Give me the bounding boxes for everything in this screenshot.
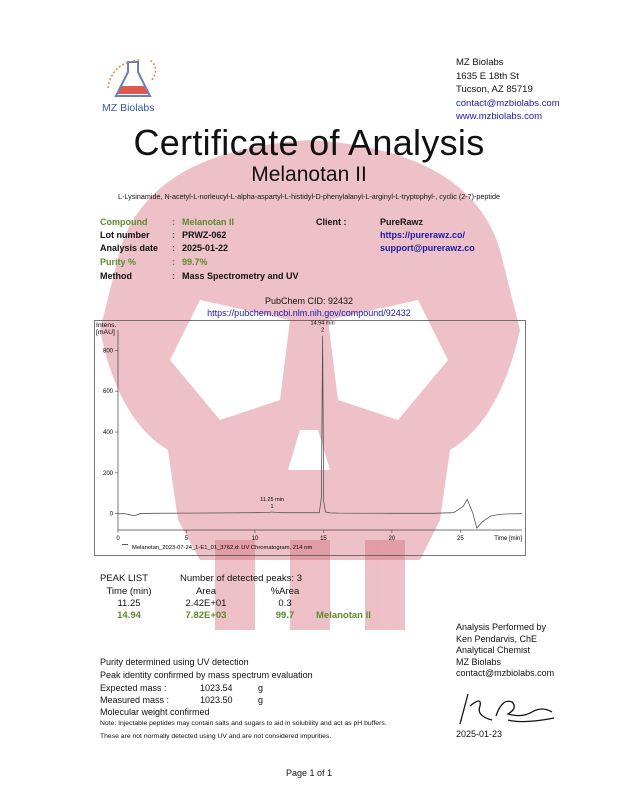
peak-annotation-time: 11.25 min bbox=[260, 497, 284, 504]
client-url-link[interactable]: https://purerawz.co/ bbox=[380, 230, 466, 240]
lot-label: Lot number bbox=[100, 230, 150, 240]
colon: : bbox=[172, 257, 175, 267]
table-row bbox=[100, 609, 396, 621]
page-number: Page 1 of 1 bbox=[285, 768, 333, 778]
colon: : bbox=[172, 217, 175, 227]
peak-area: 2.42E+01 bbox=[185, 597, 227, 609]
company-website-link[interactable]: www.mzbiolabs.com bbox=[456, 111, 543, 122]
peak-time: 11.25 bbox=[117, 597, 141, 609]
header-area: Area bbox=[195, 585, 217, 597]
y-tick-label: 600 bbox=[102, 389, 113, 396]
measured-mass-value: 1023.50 bbox=[200, 695, 233, 705]
uv-chromatogram-chart bbox=[94, 320, 526, 556]
measured-mass-label: Measured mass : bbox=[100, 695, 170, 705]
peak-name bbox=[316, 597, 396, 609]
analyst-org: MZ Biolabs bbox=[456, 656, 502, 667]
x-tick-label: 0 bbox=[116, 536, 120, 542]
y-tick-label: 0 bbox=[109, 511, 113, 518]
analyst-name: Ken Pendarvis, ChE bbox=[456, 633, 538, 644]
legend-swatch bbox=[122, 544, 128, 545]
company-address-line2: Tucson, AZ 85719 bbox=[456, 84, 533, 95]
mw-confirmed: Molecular weight confirmed bbox=[100, 707, 210, 717]
peak-count: Number of detected peaks: 3 bbox=[180, 573, 302, 584]
product-name: Melanotan II bbox=[251, 163, 367, 186]
colon: : bbox=[172, 230, 175, 240]
x-tick-label: 15 bbox=[320, 536, 327, 542]
signature-date: 2025-01-23 bbox=[456, 729, 503, 739]
y-tick-label: 200 bbox=[102, 470, 113, 477]
signature-image bbox=[452, 688, 562, 728]
date-label: Analysis date bbox=[100, 243, 159, 253]
colon: : bbox=[172, 271, 175, 281]
flask-logo-icon bbox=[104, 58, 164, 102]
expected-mass-unit: g bbox=[258, 683, 264, 693]
x-axis-label: Time [min] bbox=[494, 536, 522, 542]
chart-frame bbox=[95, 321, 526, 556]
signature-block bbox=[456, 622, 554, 680]
client-email-link[interactable]: support@purerawz.co bbox=[380, 243, 475, 253]
expected-mass-value: 1023.54 bbox=[200, 683, 233, 693]
note-ms: Peak identity confirmed by mass spectrum evaluation bbox=[100, 670, 313, 680]
performed-by: Analysis Performed by bbox=[456, 622, 547, 632]
iupac-name: L-Lysinamide, N-acetyl-L-norleucyl-L-alpha-aspartyl-L-histidyl-D-phenylalanyl-L-arginyl-L-tryptophyl-, cyclic (2-7)-peptide bbox=[117, 192, 500, 201]
client-label: Client : bbox=[316, 217, 347, 227]
expected-mass-label: Expected mass : bbox=[100, 683, 167, 693]
note-salts: Note: Injectable peptides may contain salts and sugars to aid in solubility and act as pH buffers. bbox=[100, 720, 387, 727]
y-axis-label-1: Intens. bbox=[96, 322, 117, 329]
company-address bbox=[456, 56, 560, 124]
compound-label: Compound bbox=[100, 217, 148, 227]
analyst-role: Analytical Chemist bbox=[456, 645, 531, 655]
peak-name: Melanotan II bbox=[316, 609, 371, 621]
measured-mass-unit: g bbox=[258, 695, 264, 705]
peak-table-header bbox=[100, 585, 396, 597]
purity-value: 99.7% bbox=[182, 257, 208, 267]
date-value: 2025-01-22 bbox=[182, 243, 229, 253]
logo-text: MZ Biolabs bbox=[102, 102, 155, 114]
pubchem-cid: PubChem CID: 92432 bbox=[264, 296, 354, 306]
table-row bbox=[100, 597, 396, 609]
note-uv: Purity determined using UV detection bbox=[100, 657, 249, 667]
peak-pct: 99.7 bbox=[275, 609, 295, 621]
peak-annotation-number: 2 bbox=[321, 327, 325, 334]
peak-list-title: PEAK LIST bbox=[100, 573, 149, 584]
y-axis-label-2: [mAU] bbox=[96, 329, 115, 336]
legend-label: Melanotan_2023-07-24_1-E1_01_3762.d: UV Chromatogram, 214 nm bbox=[132, 545, 313, 551]
peak-table bbox=[100, 585, 396, 621]
peak-pct: 0.3 bbox=[278, 597, 292, 609]
pubchem-link[interactable]: https://pubchem.ncbi.nlm.nih.gov/compound/92432 bbox=[207, 308, 411, 318]
x-tick-label: 25 bbox=[457, 536, 464, 542]
method-value: Mass Spectrometry and UV bbox=[182, 271, 299, 281]
company-address-line1: 1635 E 18th St bbox=[456, 70, 519, 82]
y-tick-label: 400 bbox=[102, 430, 113, 437]
header-time: Time (min) bbox=[106, 585, 152, 597]
chromatogram-trace bbox=[118, 336, 522, 528]
peak-area: 7.82E+03 bbox=[185, 609, 227, 621]
peak-time: 14.94 bbox=[117, 609, 141, 621]
x-tick-label: 20 bbox=[388, 536, 396, 542]
method-label: Method bbox=[100, 271, 132, 281]
peak-annotation-time: 14.94 min bbox=[310, 320, 335, 327]
peak-annotation-number: 1 bbox=[270, 504, 274, 511]
purity-label: Purity % bbox=[100, 257, 137, 267]
y-tick-label: 800 bbox=[102, 348, 113, 355]
company-email-link[interactable]: contact@mzbiolabs.com bbox=[456, 97, 560, 109]
page-title: Certificate of Analysis bbox=[133, 122, 485, 163]
analyst-email: contact@mzbiolabs.com bbox=[456, 668, 555, 678]
x-tick-label: 10 bbox=[251, 536, 259, 542]
company-name: MZ Biolabs bbox=[456, 57, 504, 68]
x-tick-label: 5 bbox=[184, 536, 189, 542]
compound-value: Melanotan II bbox=[182, 217, 235, 227]
lot-value: PRWZ-062 bbox=[182, 230, 227, 240]
note-impurities: These are not normally detected using UV and are not considered impurities. bbox=[100, 733, 332, 740]
client-name: PureRawz bbox=[380, 217, 424, 227]
header-pct: %Area bbox=[270, 585, 300, 597]
colon: : bbox=[172, 243, 175, 253]
